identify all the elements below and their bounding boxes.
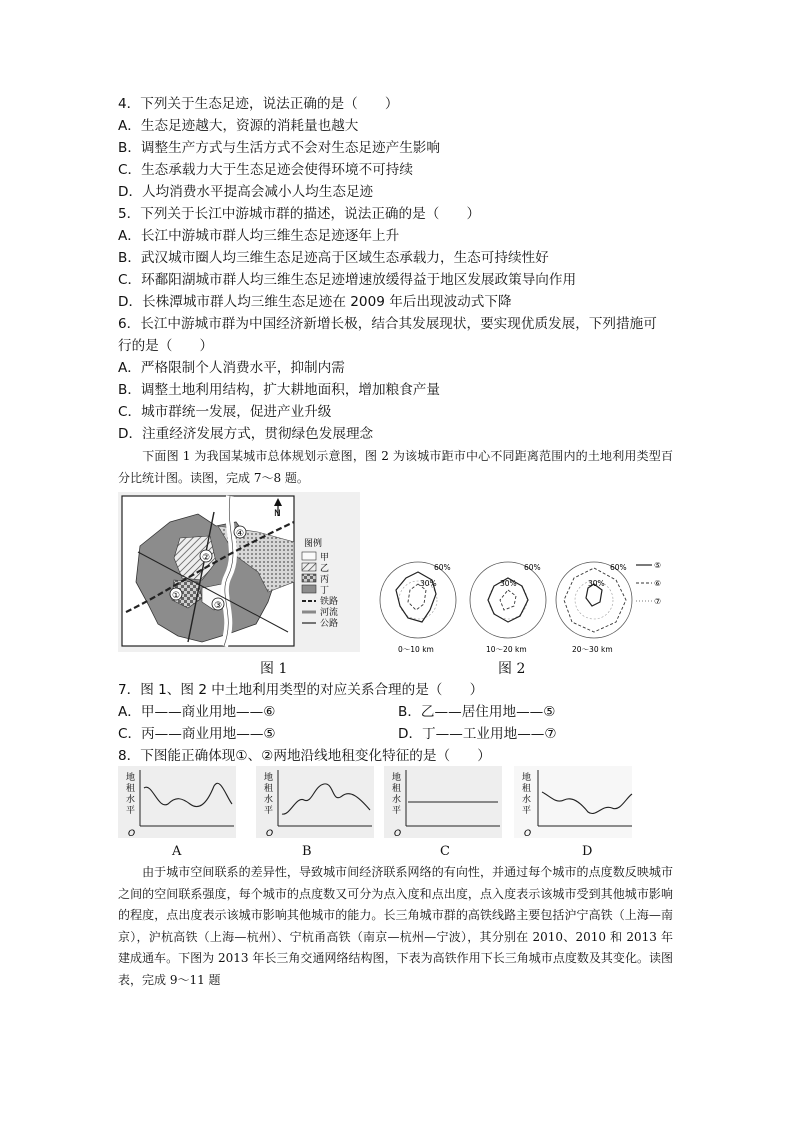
legend-yi: 乙 xyxy=(320,564,330,574)
q5-option-b: B．武汉城市圈人均三维生态足迹高于区域生态承载力，生态可持续性好 xyxy=(118,250,549,266)
graph-a-ylabel-3: 水 xyxy=(126,795,136,805)
graph-c-ylabel-2: 租 xyxy=(392,784,402,794)
graph-d-label: D xyxy=(582,844,593,859)
q8-stem: 8．下图能正确体现①、②两地沿线地租变化特征的是（ ） xyxy=(118,748,491,764)
marker-3-label: ③ xyxy=(213,601,223,611)
graph-d xyxy=(514,766,632,839)
q5-stem: 5．下列关于长江中游城市群的描述，说法正确的是（ ） xyxy=(118,206,481,222)
radar-chart-20-30km xyxy=(556,562,632,654)
q6-stem-line2: 行的是（ ） xyxy=(118,338,214,354)
graph-d-ylabel-2: 租 xyxy=(522,784,532,794)
graph-a-label: A xyxy=(172,844,182,859)
graph-a-ylabel-4: 平 xyxy=(126,806,136,816)
radar-3-range: 20～30 km xyxy=(572,645,613,654)
radar-1-range: 0～10 km xyxy=(398,645,434,654)
radar-3-ring-30: 30% xyxy=(588,579,605,588)
legend-ding: 丁 xyxy=(320,586,330,596)
graph-c-label: C xyxy=(440,844,450,859)
graph-d-ylabel-3: 水 xyxy=(522,795,532,805)
fig2-legend-7: ⑦ xyxy=(654,597,662,606)
graph-c-ylabel-3: 水 xyxy=(392,795,402,805)
graph-c-origin: O xyxy=(394,829,402,839)
graph-a xyxy=(118,766,236,839)
q4-option-c: C．生态承载力大于生态足迹会使得环境不可持续 xyxy=(118,162,413,178)
radar-1-ring-60: 60% xyxy=(434,563,451,572)
marker-4-label: ④ xyxy=(235,529,245,539)
graph-b-label: B xyxy=(302,844,312,859)
graph-b-ylabel-3: 水 xyxy=(264,795,274,805)
fig2-legend-6: ⑥ xyxy=(654,579,662,588)
figure1-map xyxy=(118,492,360,652)
radar-3-series-6 xyxy=(564,568,626,632)
graph-b-origin: O xyxy=(266,829,274,839)
graph-a-ylabel-2: 租 xyxy=(126,784,136,794)
legend-title: 图例 xyxy=(304,539,323,549)
q8-graphs-svg xyxy=(118,766,638,842)
marker-1-label: ① xyxy=(171,591,181,601)
q6-option-a: A．严格限制个人消费水平，抑制内需 xyxy=(118,360,345,376)
q7-option-a: A．甲——商业用地——⑥ xyxy=(118,704,276,720)
intro-7-8-text: 下面图 1 为我国某城市总体规划示意图，图 2 为该城市距市中心不同距离范围内的土地利用类型百分比统计图。读图，完成 7～8 题。 xyxy=(118,449,673,485)
q4-option-b: B．调整生产方式与生活方式不会对生态足迹产生影响 xyxy=(118,140,440,156)
radar-2-ring-30: 30% xyxy=(500,579,517,588)
graph-d-origin: O xyxy=(524,829,532,839)
q6-option-b: B．调整土地利用结构，扩大耕地面积，增加粮食产量 xyxy=(118,382,440,398)
q5-option-a: A．长江中游城市群人均三维生态足迹逐年上升 xyxy=(118,228,400,244)
radar-2-range: 10～20 km xyxy=(486,645,527,654)
legend-jia: 甲 xyxy=(320,553,330,563)
q4-stem: 4．下列关于生态足迹，说法正确的是（ ） xyxy=(118,96,399,112)
marker-2-label: ② xyxy=(201,553,211,563)
legend-bing: 丙 xyxy=(320,575,330,585)
q6-option-c: C．城市群统一发展，促进产业升级 xyxy=(118,404,332,420)
figure1-svg xyxy=(118,492,360,652)
radar-chart-10-20km xyxy=(470,562,546,654)
radar-1-ring-30: 30% xyxy=(420,579,437,588)
graph-b-ylabel-1: 地 xyxy=(264,773,274,783)
q5-option-c: C．环鄱阳湖城市群人均三维生态足迹增速放缓得益于地区发展政策导向作用 xyxy=(118,272,577,288)
graph-c-ylabel-4: 平 xyxy=(392,806,402,816)
graph-a-origin: O xyxy=(128,829,136,839)
graph-b-ylabel-2: 租 xyxy=(264,784,274,794)
q7-option-b: B．乙——居住用地——⑤ xyxy=(398,704,556,720)
radar-2-ring-60: 60% xyxy=(524,563,541,572)
north-label: N xyxy=(274,509,281,519)
figure2-svg xyxy=(366,560,666,656)
graph-b-ylabel-4: 平 xyxy=(264,806,274,816)
q6-option-d: D．注重经济发展方式，贯彻绿色发展理念 xyxy=(118,426,374,442)
figure1-caption: 图 1 xyxy=(260,661,288,677)
legend-road: 公路 xyxy=(320,619,339,629)
q7-stem: 7．图 1、图 2 中土地利用类型的对应关系合理的是（ ） xyxy=(118,682,484,698)
q4-option-d: D．人均消费水平提高会减小人均生态足迹 xyxy=(118,184,374,200)
figure2-charts xyxy=(366,560,666,656)
radar-3-ring-60: 60% xyxy=(610,563,627,572)
q7-option-c: C．丙——商业用地——⑤ xyxy=(118,726,276,742)
graph-a-ylabel-1: 地 xyxy=(126,773,136,783)
intro-paragraph-9-11 xyxy=(118,862,673,991)
radar-2-series-6 xyxy=(500,590,516,610)
graph-d-ylabel-1: 地 xyxy=(522,773,532,783)
q6-stem-line1: 6．长江中游城市群为中国经济新增长极，结合其发展现状，要实现优质发展，下列措施可 xyxy=(118,316,657,332)
q8-option-graphs xyxy=(118,766,638,842)
fig2-legend-5: ⑤ xyxy=(654,561,662,570)
intro-paragraph-7-8 xyxy=(118,446,673,489)
legend-river: 河流 xyxy=(320,608,339,618)
q4-option-a: A．生态足迹越大，资源的消耗量也越大 xyxy=(118,118,359,134)
radar-chart-0-10km xyxy=(380,562,456,654)
graph-b xyxy=(256,766,374,839)
intro-9-11-text: 由于城市空间联系的差异性，导致城市间经济联系网络的有向性，并通过每个城市的点度数反映城市之间的空间联系强度，每个城市的点度数又可分为点入度和点出度，点入度表示该城市受到其他城市影响的程度，点出度表示该城市影响其他城市的能力。长三角城市群的高铁线路主要包括沪宁高铁（上海—南京），沪杭高铁（上海—杭州）、宁杭甬高铁（南京—杭州—宁波），其分别在 2010、2010 和 2013 年建成通车。下图为 2013 年长三角交通网络结构图，下表为高铁作用下长三角城市点度数及其变化。读图表，完成 9～11 题 xyxy=(118,865,673,987)
graph-c-ylabel-1: 地 xyxy=(392,773,402,783)
graph-c xyxy=(384,766,502,839)
q7-option-d: D．丁——工业用地——⑦ xyxy=(398,726,557,742)
graph-d-ylabel-4: 平 xyxy=(522,806,532,816)
q5-option-d: D．长株潭城市群人均三维生态足迹在 2009 年后出现波动式下降 xyxy=(118,294,512,310)
figure2-caption: 图 2 xyxy=(498,661,526,677)
legend-railway: 铁路 xyxy=(320,597,339,607)
